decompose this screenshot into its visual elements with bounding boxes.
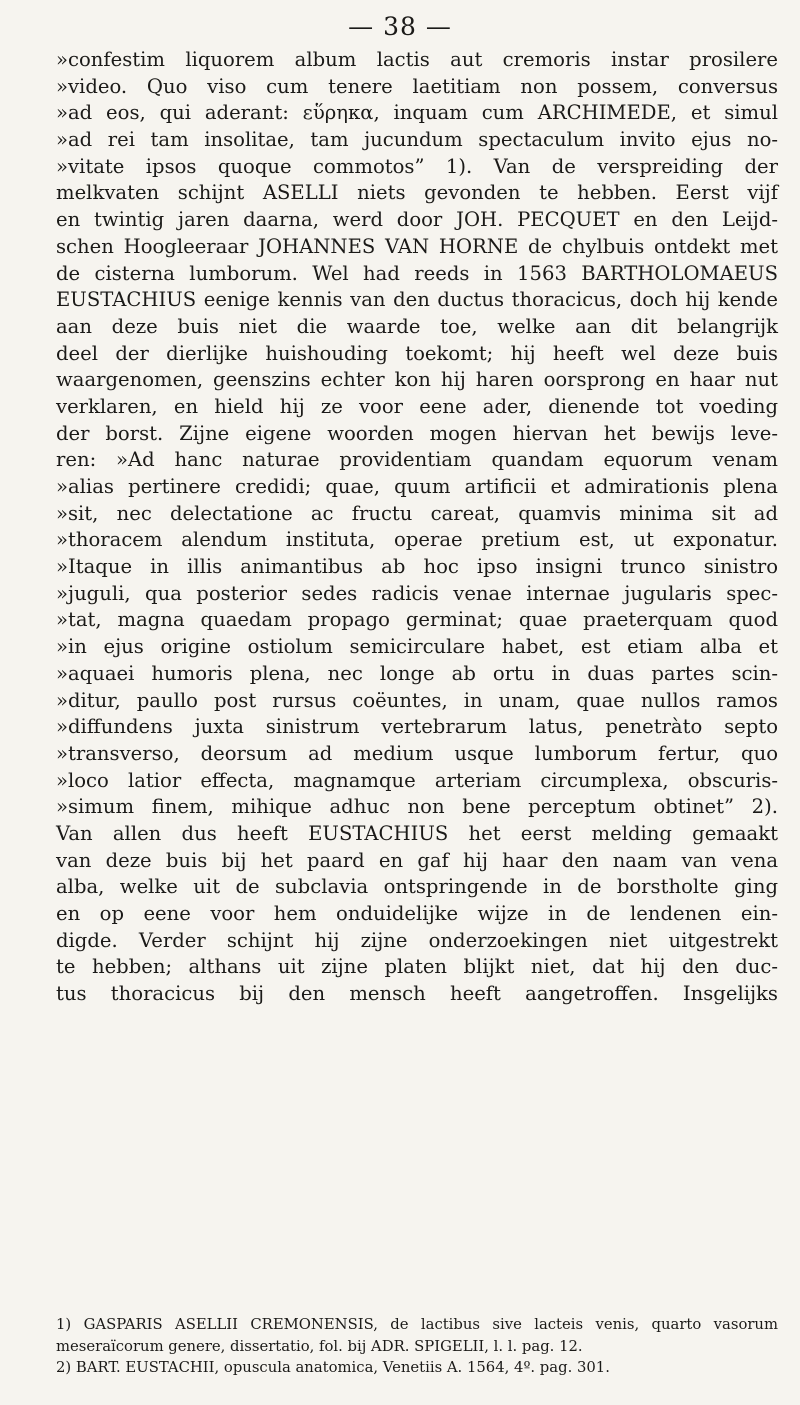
text-line: »simum finem, mihique adhuc non bene perceptum obtinet” 2). xyxy=(56,795,778,819)
text-line: aan deze buis niet die waarde toe, welke aan dit belangrijk xyxy=(56,314,778,338)
text-line: Van allen dus heeft EUSTACHIUS het eerst melding gemaakt xyxy=(56,821,778,845)
text-line: deel der dierlijke huishouding toekomt; hij heeft wel deze buis xyxy=(56,341,778,365)
text-line: »vitate ipsos quoque commotos” 1). Van de verspreiding der xyxy=(56,154,778,178)
body-text xyxy=(56,47,778,1008)
text-line: »thoracem alendum instituta, operae pretium est, ut exponatur. xyxy=(56,528,778,552)
text-line: alba, welke uit de subclavia ontspringende in de borstholte ging xyxy=(56,875,778,899)
text-line: »tat, magna quaedam propago germinat; quae praeterquam quod xyxy=(56,608,778,632)
text-line: »loco latior effecta, magnamque arteriam circumplexa, obscuris- xyxy=(56,768,778,792)
text-line: verklaren, en hield hij ze voor eene ader, dienende tot voeding xyxy=(56,394,778,418)
text-line: »transverso, deorsum ad medium usque lumborum fertur, quo xyxy=(56,741,778,765)
text-line: te hebben; althans uit zijne platen blijkt niet, dat hij den duc- xyxy=(56,955,778,979)
text-line: van deze buis bij het paard en gaf hij haar den naam van vena xyxy=(56,848,778,872)
text-line: tus thoracicus bij den mensch heeft aangetroffen. Insgelijks xyxy=(56,982,778,1006)
text-line: schen Hoogleeraar JOHANNES VAN HORNE de chylbuis ontdekt met xyxy=(56,234,778,258)
text-line: der borst. Zijne eigene woorden mogen hiervan het bewijs leve- xyxy=(56,421,778,445)
text-line: »diffundens juxta sinistrum vertebrarum latus, penetràto septo xyxy=(56,715,778,739)
text-line: EUSTACHIUS eenige kennis van den ductus thoracicus, doch hij kende xyxy=(56,288,778,312)
page-number: — 38 — xyxy=(348,12,452,41)
footnotes xyxy=(56,1314,778,1379)
text-line: »ad eos, qui aderant: εὕρηκα, inquam cum ARCHIMEDE, et simul xyxy=(56,101,778,125)
text-line: de cisterna lumborum. Wel had reeds in 1563 BARTHOLOMAEUS xyxy=(56,261,778,285)
text-line: »in ejus origine ostiolum semicirculare habet, est etiam alba et xyxy=(56,635,778,659)
text-line: en twintig jaren daarna, werd door JOH. PECQUET en den Leijd- xyxy=(56,208,778,232)
text-line: waargenomen, geenszins echter kon hij haren oorsprong en haar nut xyxy=(56,368,778,392)
text-line: »sit, nec delectatione ac fructu careat, quamvis minima sit ad xyxy=(56,501,778,525)
footnote-line: 1) GASPARIS ASELLII CREMONENSIS, de lactibus sive lacteis venis, quarto vasorum xyxy=(56,1316,778,1333)
text-line: en op eene voor hem onduidelijke wijze in de lendenen ein- xyxy=(56,902,778,925)
footnote-line: meseraïcorum genere, dissertatio, fol. bij ADR. SPIGELII, l. l. pag. 12. xyxy=(56,1337,583,1355)
text-line: »alias pertinere credidi; quae, quum artificii et admirationis plena xyxy=(56,475,778,498)
text-line: »ad rei tam insolitae, tam jucundum spectaculum invito ejus no- xyxy=(56,128,778,152)
text-line: »ditur, paullo post rursus coëuntes, in unam, quae nullos ramos xyxy=(56,688,778,712)
text-line: »juguli, qua posterior sedes radicis venae internae jugularis spec- xyxy=(56,581,778,605)
text-line: »confestim liquorem album lactis aut cremoris instar prosilere xyxy=(56,48,778,71)
text-line: »aquaei humoris plena, nec longe ab ortu in duas partes scin- xyxy=(56,661,778,685)
text-line: »video. Quo viso cum tenere laetitiam non possem, conversus xyxy=(56,74,778,98)
text-line: »Itaque in illis animantibus ab hoc ipso insigni trunco sinistro xyxy=(56,555,778,579)
footnote-line: 2) BART. EUSTACHII, opuscula anatomica, Venetiis A. 1564, 4º. pag. 301. xyxy=(56,1359,610,1376)
text-line: digde. Verder schijnt hij zijne onderzoekingen niet uitgestrekt xyxy=(56,928,778,952)
text-line: melkvaten schijnt ASELLI niets gevonden te hebben. Eerst vijf xyxy=(56,181,778,205)
text-line: ren: »Ad hanc naturae providentiam quandam equorum venam xyxy=(56,448,778,472)
